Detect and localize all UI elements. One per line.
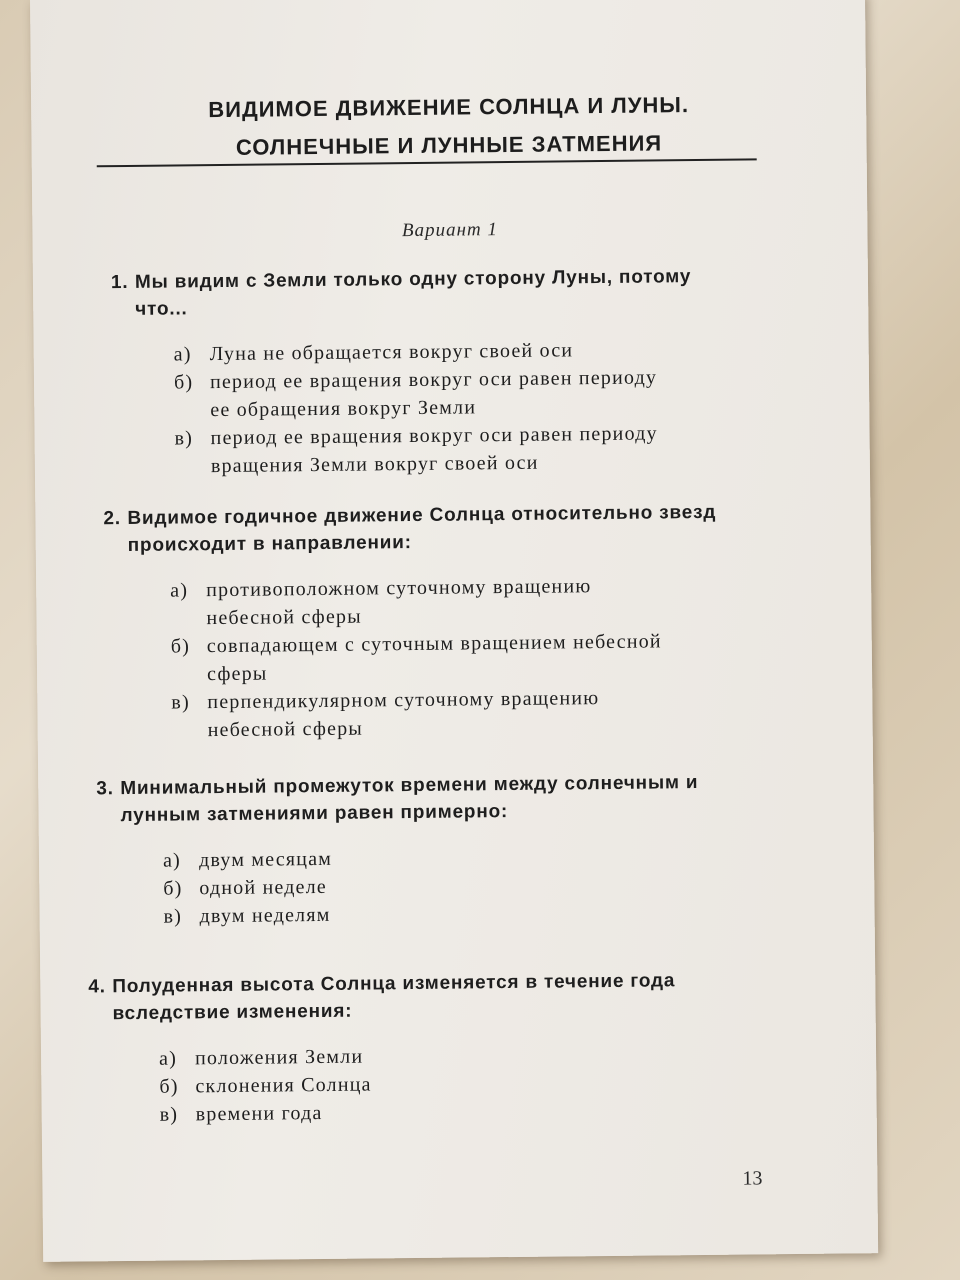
- question-2: [103, 499, 739, 746]
- page-number: 13: [742, 1167, 763, 1190]
- option-c: в) времени года: [159, 1101, 323, 1126]
- question-1: [111, 263, 747, 482]
- question-number: 4.: [88, 976, 106, 998]
- option-a: а) противоположном суточному вращению небесной сферы: [170, 575, 592, 630]
- question-text: Видимое годичное движение Солнца относительно звезд происходит в направлении:: [127, 501, 717, 557]
- section-title: [31, 84, 867, 169]
- option-a: а) Луна не обращается вокруг своей оси: [173, 339, 574, 366]
- option-a: а) двум месяцам: [162, 847, 333, 872]
- question-3: [96, 768, 762, 931]
- question-text: Полуденная высота Солнца изменяется в течение года вследствие изменения:: [112, 970, 676, 1025]
- question-4: [88, 966, 764, 1129]
- book-page: [30, 0, 878, 1262]
- variant-heading: Вариант 1: [401, 219, 499, 242]
- title-line-1: ВИДИМОЕ ДВИЖЕНИЕ СОЛНЦА И ЛУНЫ.: [208, 92, 690, 123]
- option-c: в) перпендикулярном суточному вращению небесной сферы: [171, 687, 600, 742]
- option-b: б) одной неделе: [163, 875, 328, 900]
- question-text: Мы видим с Земли только одну сторону Луны, потому что...: [134, 266, 692, 320]
- question-number: 1.: [110, 271, 129, 294]
- option-b: б) период ее вращения вокруг оси равен периоду ее обращения вокруг Земли: [173, 366, 658, 422]
- question-number: 2.: [103, 508, 121, 530]
- option-a: а) положения Земли: [158, 1045, 364, 1070]
- option-c: в) двум неделям: [163, 903, 331, 928]
- question-text: Минимальный промежуток времени между солнечным и лунным затмениями равен примерно:: [120, 772, 699, 827]
- option-b: б) совпадающем с суточным вращением небесной сферы: [170, 630, 662, 686]
- title-line-2: СОЛНЕЧНЫЕ И ЛУННЫЕ ЗАТМЕНИЯ: [235, 130, 663, 160]
- option-c: в) период ее вращения вокруг оси равен периоду вращения Земли вокруг своей оси: [174, 422, 658, 478]
- question-number: 3.: [96, 778, 114, 800]
- option-b: б) склонения Солнца: [159, 1073, 372, 1098]
